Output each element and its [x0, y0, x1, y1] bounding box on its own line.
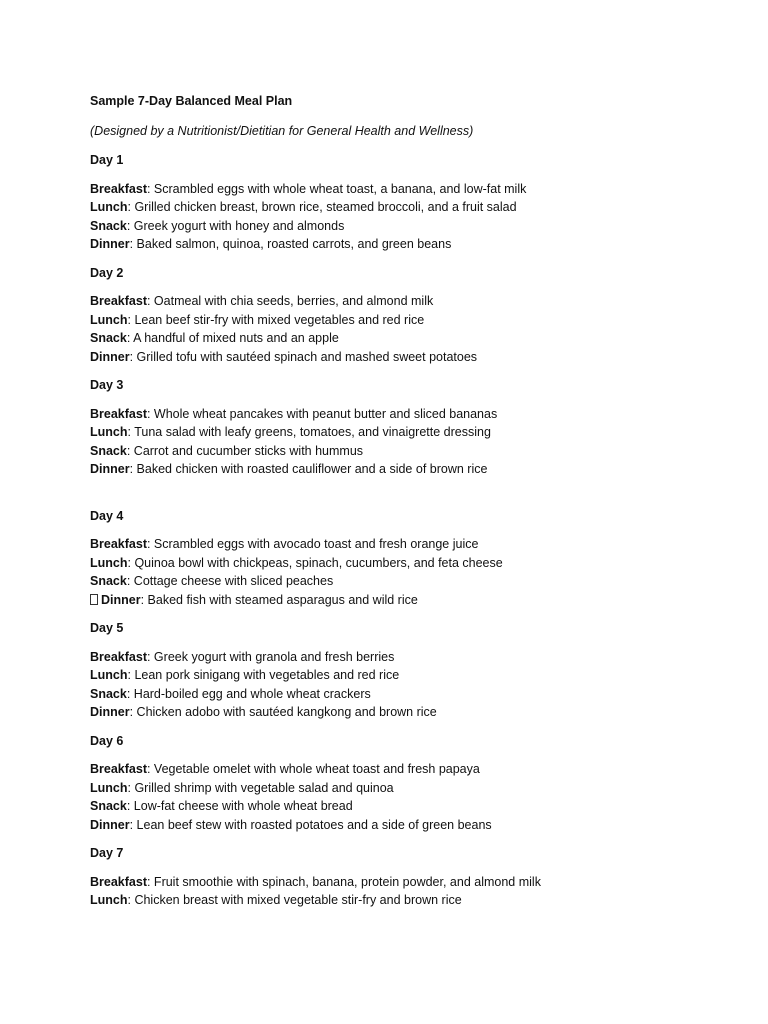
meal-line: [90, 685, 690, 704]
day-section: [90, 619, 690, 722]
day-heading: Day 4: [90, 508, 124, 523]
meal-line: [90, 292, 690, 311]
meal-label: Dinner: [90, 237, 130, 251]
meal-text: : Fruit smoothie with spinach, banana, protein powder, and almond milk: [146, 874, 541, 889]
meal-text: : Grilled shrimp with vegetable salad and quinoa: [127, 780, 394, 795]
meal-text: : Greek yogurt with granola and fresh berries: [146, 649, 395, 664]
meal-line: [90, 816, 690, 835]
meal-line: [90, 572, 690, 591]
meal-line: [90, 703, 690, 722]
meal-text: : A handful of mixed nuts and an apple: [126, 331, 339, 345]
meal-label: Snack: [90, 574, 127, 588]
meal-label: Lunch: [90, 780, 128, 795]
meal-label: Snack: [90, 686, 127, 701]
meal-line: [90, 666, 690, 685]
meal-label: Breakfast: [90, 406, 147, 421]
day-heading: Day 1: [90, 153, 124, 167]
meal-label: Dinner: [90, 349, 130, 364]
meal-line: [90, 797, 690, 816]
meal-label: Breakfast: [90, 181, 147, 196]
meal-line: [90, 311, 690, 330]
document-page: [90, 92, 690, 920]
day-heading: Day 2: [90, 265, 124, 280]
meal-line: [90, 423, 690, 442]
meal-text: : Lean beef stir-fry with mixed vegetables and red rice: [127, 312, 425, 327]
meal-label: Breakfast: [90, 294, 147, 308]
meal-line: [90, 760, 690, 779]
meal-line: [90, 217, 690, 236]
missing-glyph-icon: [90, 594, 98, 605]
meal-text: : Quinoa bowl with chickpeas, spinach, cucumbers, and feta cheese: [127, 555, 503, 570]
meal-text: : Grilled tofu with sautéed spinach and mashed sweet potatoes: [129, 349, 478, 364]
meal-label: Lunch: [90, 893, 128, 907]
meal-line: [90, 405, 690, 424]
document-title: Sample 7-Day Balanced Meal Plan: [90, 94, 293, 108]
day-section: [90, 507, 690, 610]
meal-text: : Vegetable omelet with whole wheat toast and fresh papaya: [146, 762, 480, 776]
meal-text: : Baked fish with steamed asparagus and wild rice: [140, 592, 418, 607]
meal-line: [90, 329, 690, 348]
meal-label: Snack: [90, 218, 127, 233]
meal-line: [90, 591, 690, 610]
meal-text: : Chicken breast with mixed vegetable stir-fry and brown rice: [127, 893, 462, 907]
day-section: [90, 151, 690, 254]
meal-label: Lunch: [90, 668, 128, 682]
meal-line: [90, 873, 690, 892]
day-heading: Day 7: [90, 846, 124, 860]
meal-text: : Tuna salad with leafy greens, tomatoes, and vinaigrette dressing: [127, 425, 491, 439]
meal-line: [90, 535, 690, 554]
day-section: [90, 732, 690, 835]
meal-text: : Scrambled eggs with avocado toast and fresh orange juice: [146, 537, 479, 551]
meal-text: : Grilled chicken breast, brown rice, steamed broccoli, and a fruit salad: [127, 200, 517, 214]
meal-line: [90, 460, 690, 479]
meal-text: : Greek yogurt with honey and almonds: [126, 218, 345, 233]
meal-text: : Low-fat cheese with whole wheat bread: [126, 799, 353, 813]
meal-label: Lunch: [90, 200, 128, 214]
meal-label: Snack: [90, 331, 127, 345]
meal-label: Breakfast: [90, 874, 147, 889]
document-subtitle: (Designed by a Nutritionist/Dietitian for General Health and Wellness): [90, 123, 474, 138]
meal-label: Lunch: [90, 425, 128, 439]
day-heading: Day 3: [90, 378, 124, 392]
meal-label: Dinner: [101, 592, 141, 607]
meal-text: : Lean pork sinigang with vegetables and red rice: [127, 668, 400, 682]
day-heading: Day 6: [90, 733, 124, 748]
meal-text: : Lean beef stew with roasted potatoes and a side of green beans: [129, 817, 492, 832]
meal-text: : Hard-boiled egg and whole wheat crackers: [126, 686, 371, 701]
meal-text: : Cottage cheese with sliced peaches: [126, 574, 334, 588]
meal-label: Lunch: [90, 312, 128, 327]
meal-label: Snack: [90, 799, 127, 813]
meal-line: [90, 348, 690, 367]
meal-line: [90, 554, 690, 573]
meal-line: [90, 779, 690, 798]
meal-line: [90, 442, 690, 461]
meal-text: : Scrambled eggs with whole wheat toast, a banana, and low-fat milk: [146, 181, 527, 196]
meal-text: : Baked salmon, quinoa, roasted carrots, and green beans: [129, 237, 452, 251]
meal-label: Dinner: [90, 462, 130, 476]
day-heading: Day 5: [90, 621, 124, 635]
meal-label: Dinner: [90, 817, 130, 832]
meal-line: [90, 235, 690, 254]
meal-label: Breakfast: [90, 537, 147, 551]
meal-label: Dinner: [90, 705, 130, 719]
meal-line: [90, 198, 690, 217]
meal-label: Snack: [90, 443, 127, 458]
meal-line: [90, 180, 690, 199]
meal-line: [90, 891, 690, 910]
meal-text: : Whole wheat pancakes with peanut butter and sliced bananas: [146, 406, 498, 421]
meal-label: Lunch: [90, 555, 128, 570]
day-section: [90, 264, 690, 367]
meal-line: [90, 648, 690, 667]
day-section: [90, 376, 690, 479]
meal-label: Breakfast: [90, 762, 147, 776]
meal-text: : Carrot and cucumber sticks with hummus: [126, 443, 364, 458]
meal-text: : Chicken adobo with sautéed kangkong and brown rice: [129, 705, 437, 719]
meal-label: Breakfast: [90, 649, 147, 664]
day-section: [90, 844, 690, 910]
meal-text: : Oatmeal with chia seeds, berries, and almond milk: [146, 294, 434, 308]
meal-text: : Baked chicken with roasted cauliflower and a side of brown rice: [129, 462, 488, 476]
